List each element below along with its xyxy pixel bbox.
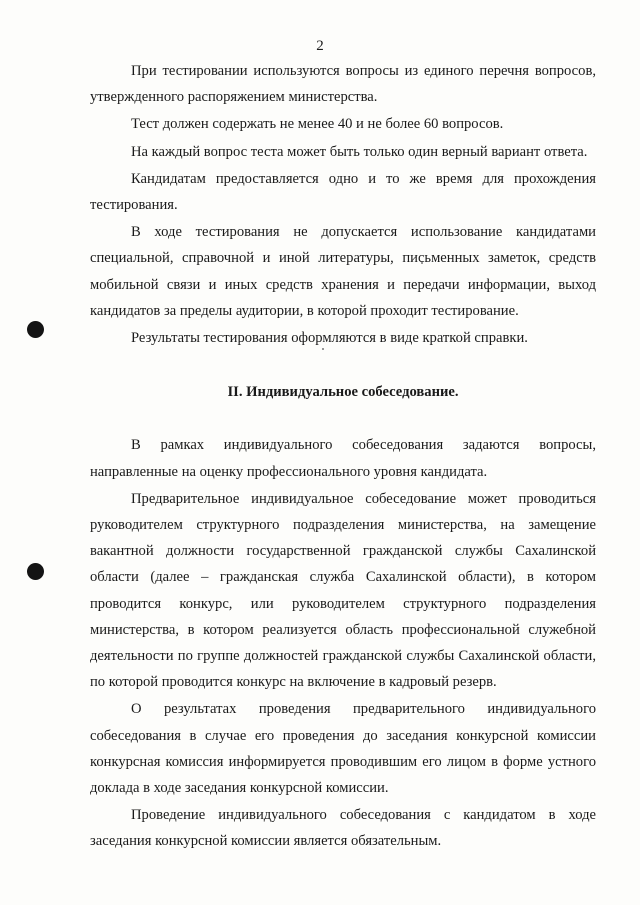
page-number: 2 [316,38,324,54]
paragraph: В ходе тестирования не допускается использование кандидатами специальной, справочной и иной литературы, письменных заметок, средств мобильной связи и иных средств хранения и передачи информации, выход кандидатов за пределы аудитории, в которой проходит тестирование. [90,224,596,319]
paragraph: При тестировании используются вопросы из единого перечня вопросов, утвержденного распоряжением министерства. [90,63,596,106]
document-body [90,58,596,855]
paragraph: В рамках индивидуального собеседования задаются вопросы, направленные на оценку профессионального уровня кандидата. [90,437,596,480]
paragraph: Проведение индивидуального собеседования с кандидатом в ходе заседания конкурсной комиссии является обязательным. [90,807,596,850]
binder-hole-bottom [27,563,44,580]
paragraph: Кандидатам предоставляется одно и то же время для прохождения тестирования. [90,170,596,214]
paragraph: На каждый вопрос теста может быть только один верный вариант ответа. [131,143,588,160]
paragraph: О результатах проведения предварительного индивидуального собеседования в случае его проведения до заседания конкурсной комиссии конкурсная комиссия информируется проводившим его лицом в форме устного доклада в ходе заседания конкурсной комиссии. [90,701,596,797]
paragraph: Предварительное индивидуальное собеседование может проводиться руководителем структурного подразделения министерства, на замещение вакантной должности государственной гражданской службы Сахалинской области (далее – гражданская служба Сахалинской области), в котором проводится конкурс, или руководителем структурного подразделения министерства, в котором реализуется область профессиональной служебной деятельности по группе должностей гражданской службы Сахалинской области, по которой проводится конкурс на включение в кадровый резерв. [90,490,596,691]
binder-hole-top [27,321,44,338]
paragraph: Тест должен содержать не менее 40 и не более 60 вопросов. [131,116,504,133]
section-heading: II. Индивидуальное собеседование. [227,384,459,401]
paragraph: Результаты тестирования оформляются в виде краткой справки. [131,330,528,347]
